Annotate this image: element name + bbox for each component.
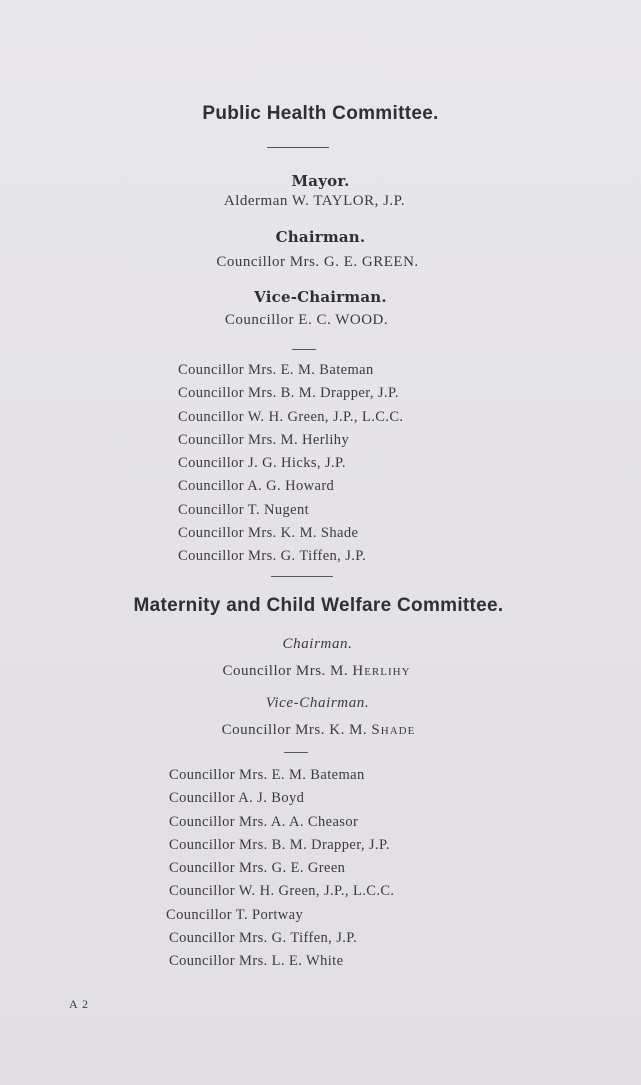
list-item: Councillor J. G. Hicks, J.P. <box>178 455 346 472</box>
list-item: Councillor Mrs. L. E. White <box>169 953 344 970</box>
list-item: Councillor T. Nugent <box>178 501 310 518</box>
chairman-name: Councillor Mrs. G. E. GREEN. <box>216 254 419 270</box>
mayor-name: Alderman W. TAYLOR, J.P. <box>223 193 406 209</box>
list-item: Councillor Mrs. G. Tiffen, J.P. <box>178 548 367 565</box>
maternity-vice-surname: Shade <box>371 722 416 738</box>
list-item: Councillor T. Portway <box>166 906 304 923</box>
maternity-members <box>166 764 395 974</box>
list-item: Councillor A. G. Howard <box>178 478 335 495</box>
list-item: Councillor W. H. Green, J.P., L.C.C. <box>178 408 404 425</box>
maternity-vice-chairman-label: Vice-Chairman. <box>265 695 370 711</box>
short-rule <box>284 752 308 753</box>
list-item: Councillor W. H. Green, J.P., L.C.C. <box>169 883 395 900</box>
chairman-label: Chairman. <box>275 228 366 246</box>
section-rule <box>271 576 333 577</box>
vice-chairman-name: Councillor E. C. WOOD. <box>224 312 389 328</box>
list-item: Councillor Mrs. G. E. Green <box>169 860 346 877</box>
maternity-heading: Maternity and Child Welfare Committee. <box>133 595 504 616</box>
list-item: Councillor Mrs. G. Tiffen, J.P. <box>169 930 358 947</box>
section-rule <box>267 147 329 148</box>
short-rule <box>292 349 316 350</box>
maternity-chairman-surname: Herlihy <box>352 663 411 679</box>
public-health-members <box>178 359 403 569</box>
list-item: Councillor Mrs. A. A. Cheasor <box>169 813 359 830</box>
list-item: Councillor Mrs. M. Herlihy <box>178 431 350 448</box>
maternity-vice-prefix: Councillor Mrs. K. M. <box>221 722 368 738</box>
list-item: Councillor Mrs. E. M. Bateman <box>169 767 365 783</box>
public-health-heading: Public Health Committee. <box>202 103 439 124</box>
maternity-chairman-prefix: Councillor Mrs. M. <box>222 663 349 679</box>
list-item: Councillor Mrs. B. M. Drapper, J.P. <box>169 836 390 853</box>
list-item: Councillor Mrs. K. M. Shade <box>178 525 359 542</box>
list-item: Councillor Mrs. B. M. Drapper, J.P. <box>178 385 399 402</box>
vice-chairman-label: Vice-Chairman. <box>254 288 387 306</box>
maternity-chairman-label: Chairman. <box>282 636 353 652</box>
printer-signature: A 2 <box>69 997 90 1011</box>
list-item: Councillor Mrs. E. M. Bateman <box>178 362 374 378</box>
maternity-vice-chairman-name <box>0 722 639 739</box>
list-item: Councillor A. J. Boyd <box>169 790 305 807</box>
mayor-label: Mayor. <box>291 172 350 190</box>
maternity-chairman-name <box>0 663 637 680</box>
